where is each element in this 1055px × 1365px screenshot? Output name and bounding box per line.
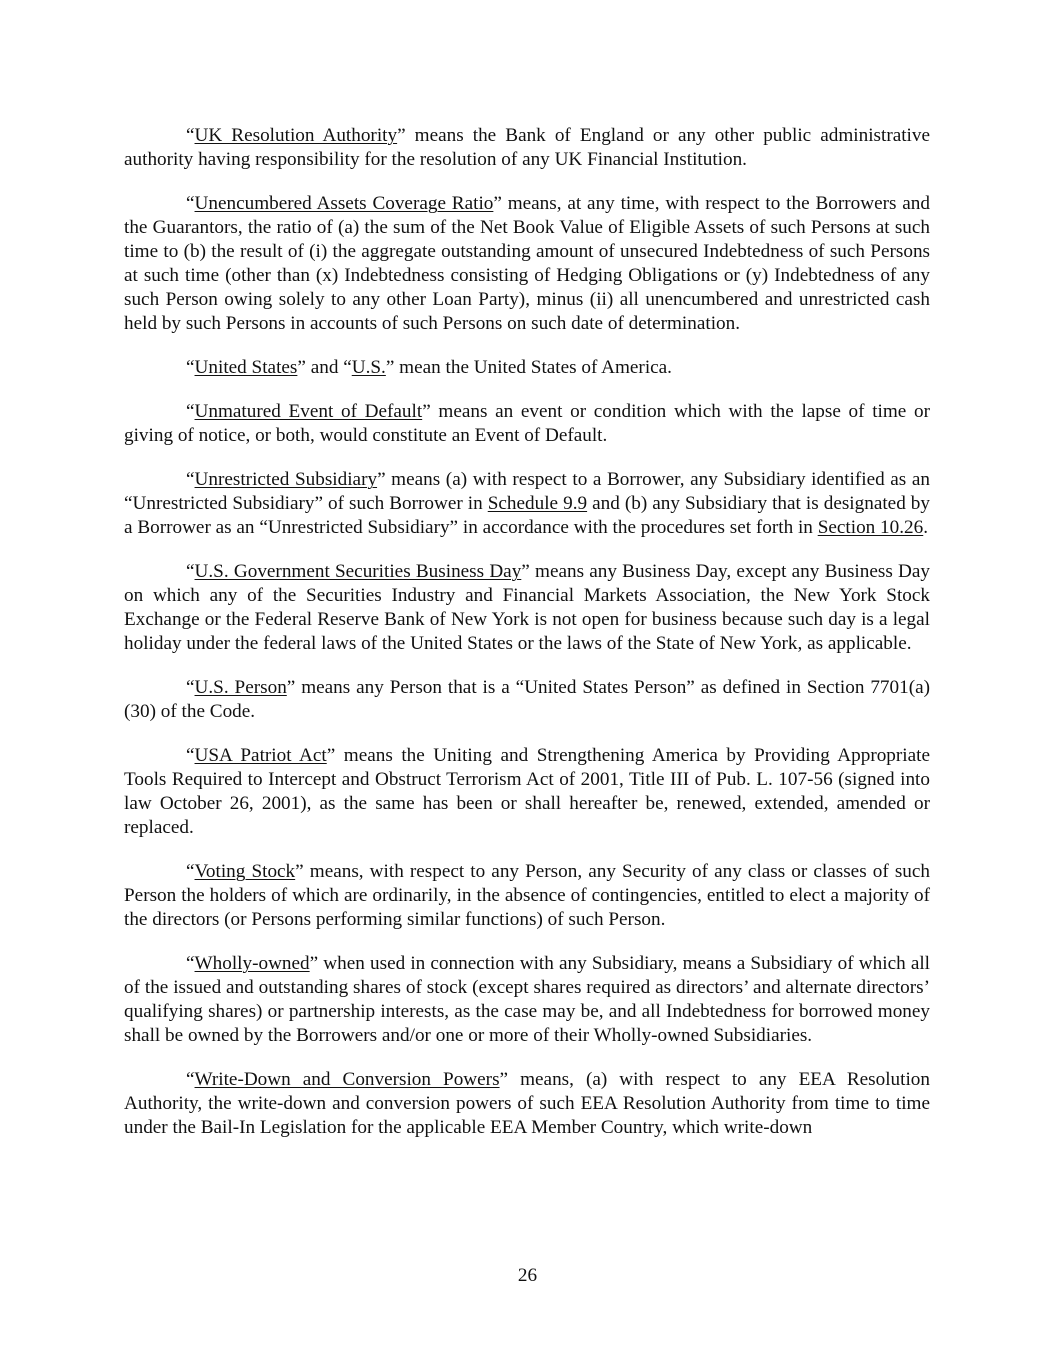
definition-connector: ” and “ xyxy=(297,357,352,378)
cross-reference: Schedule 9.9 xyxy=(487,493,588,514)
defined-term: U.S. xyxy=(351,357,386,378)
definition-text: ” means, with respect to any Person, any Security of any class or classes of such Person the holders of which are ordinarily, in the absence of contingencies, entitled to elect a majority of the directors (or Persons performing similar functions) of such Person. xyxy=(124,861,930,930)
definition-text: ” means any Business Day, except any Business Day on which any of the Securities Industry and Financial Markets Association, the New York Stock Exchange or the Federal Reserve Bank of New York is not open for business because such day is a legal holiday under the federal laws of the United States or the laws of the State of New York, as applicable. xyxy=(124,561,930,654)
definition-us-government-securities-business-day: “U.S. Government Securities Business Day” means any Business Day, except any Business Day on which any of the Securities Industry and Financial Markets Association, the New York Stock Exchange or the Federal Reserve Bank of New York is not open for business because such day is a legal holiday under the federal laws of the United States or the laws of the State of New York, as applicable. xyxy=(124,561,930,654)
document-page xyxy=(124,124,930,1160)
page-number: 26 xyxy=(517,1265,538,1286)
definition-wholly-owned: “Wholly-owned” when used in connection with any Subsidiary, means a Subsidiary of which all of the issued and outstanding shares of stock (except shares required as directors’ and alternate directors’ qualifying shares) or partnership interests, as the case may be, and all Indebtedness for borrowed money shall be owned by the Borrowers and/or one or more of their Wholly-owned Subsidiaries. xyxy=(124,953,930,1046)
definition-text: ” means the Uniting and Strengthening America by Providing Appropriate Tools Required to Intercept and Obstruct Terrorism Act of 2001, Title III of Pub. L. 107-56 (signed into law October 26, 2001), as the same has been or shall hereafter be, renewed, extended, amended or replaced. xyxy=(124,745,930,838)
definition-text: ” means an event or condition which with the lapse of time or giving of notice, or both, would constitute an Event of Default. xyxy=(124,401,930,446)
defined-term: Unmatured Event of Default xyxy=(194,401,423,422)
definition-unencumbered-assets-coverage-ratio: “Unencumbered Assets Coverage Ratio” means, at any time, with respect to the Borrowers and the Guarantors, the ratio of (a) the sum of the Net Book Value of Eligible Assets of such Persons at such time to (b) the result of (i) the aggregate outstanding amount of unsecured Indebtedness of such Persons at such time (other than (x) Indebtedness consisting of Hedging Obligations or (y) Indebtedness of any such Person owing solely to any other Loan Party), minus (ii) all unencumbered and unrestricted cash held by such Persons in accounts of such Persons on such date of determination. xyxy=(124,193,930,334)
defined-term: Write-Down and Conversion Powers xyxy=(194,1069,500,1090)
defined-term: Voting Stock xyxy=(194,861,296,882)
definition-text: ” means any Person that is a “United States Person” as defined in Section 7701(a)(30) of the Code. xyxy=(124,677,930,722)
defined-term: United States xyxy=(194,357,298,378)
definition-united-states: “United States” and “U.S.” mean the United States of America. xyxy=(186,357,672,378)
definition-text: ” means (a) with respect to a Borrower, any Subsidiary identified as an “Unrestricted Subsidiary” of such Borrower in xyxy=(124,469,930,514)
definition-text: ” when used in connection with any Subsidiary, means a Subsidiary of which all of the issued and outstanding shares of stock (except shares required as directors’ and alternate directors’ qualifying shares) or partnership interests, as the case may be, and all Indebtedness for borrowed money shall be owned by the Borrowers and/or one or more of their Wholly-owned Subsidiaries. xyxy=(124,953,930,1046)
cross-reference: Section 10.26 xyxy=(817,517,924,538)
defined-term: Wholly-owned xyxy=(194,953,310,974)
definition-uk-resolution-authority: “UK Resolution Authority” means the Bank of England or any other public administrative authority having responsibility for the resolution of any UK Financial Institution. xyxy=(124,125,930,170)
definition-write-down-and-conversion-powers: “Write-Down and Conversion Powers” means, (a) with respect to any EEA Resolution Authority, the write-down and conversion powers of such EEA Resolution Authority from time to time under the Bail-In Legislation for the applicable EEA Member Country, which write-down xyxy=(124,1069,930,1138)
definition-unrestricted-subsidiary: “Unrestricted Subsidiary” means (a) with respect to a Borrower, any Subsidiary identified as an “Unrestricted Subsidiary” of such Borrower in Schedule 9.9 and (b) any Subsidiary that is designated by a Borrower as an “Unrestricted Subsidiary” in accordance with the procedures set forth in Section 10.26. xyxy=(124,469,930,538)
definition-voting-stock: “Voting Stock” means, with respect to any Person, any Security of any class or classes of such Person the holders of which are ordinarily, in the absence of contingencies, entitled to elect a majority of the directors (or Persons performing similar functions) of such Person. xyxy=(124,861,930,930)
defined-term: U.S. Person xyxy=(194,677,287,698)
definition-text: ” means, (a) with respect to any EEA Resolution Authority, the write-down and conversion powers of such EEA Resolution Authority from time to time under the Bail-In Legislation for the applicable EEA Member Country, which write-down xyxy=(124,1069,930,1138)
definition-unmatured-event-of-default: “Unmatured Event of Default” means an event or condition which with the lapse of time or giving of notice, or both, would constitute an Event of Default. xyxy=(124,401,930,446)
defined-term: Unencumbered Assets Coverage Ratio xyxy=(194,193,494,214)
defined-term: USA Patriot Act xyxy=(194,745,327,766)
definition-text: ” means, at any time, with respect to the Borrowers and the Guarantors, the ratio of (a) the sum of the Net Book Value of Eligible Assets of such Persons at such time to (b) the result of (i) the aggregate outstanding amount of unsecured Indebtedness of such Persons at such time (other than (x) Indebtedness consisting of Hedging Obligations or (y) Indebtedness of any such Person owing solely to any other Loan Party), minus (ii) all unencumbered and unrestricted cash held by such Persons in accounts of such Persons on such date of determination. xyxy=(124,193,930,334)
definition-text: ” mean the United States of America. xyxy=(385,357,672,378)
defined-term: Unrestricted Subsidiary xyxy=(194,469,378,490)
definition-text: and (b) any Subsidiary that is designated by a Borrower as an “Unrestricted Subsidiary” in accordance with the procedures set forth in xyxy=(124,493,930,538)
definition-us-person: “U.S. Person” means any Person that is a “United States Person” as defined in Section 7701(a)(30) of the Code. xyxy=(124,677,930,722)
definition-text: ” means the Bank of England or any other public administrative authority having responsibility for the resolution of any UK Financial Institution. xyxy=(124,125,930,170)
defined-term: U.S. Government Securities Business Day xyxy=(194,561,522,582)
definition-usa-patriot-act: “USA Patriot Act” means the Uniting and Strengthening America by Providing Appropriate Tools Required to Intercept and Obstruct Terrorism Act of 2001, Title III of Pub. L. 107-56 (signed into law October 26, 2001), as the same has been or shall hereafter be, renewed, extended, amended or replaced. xyxy=(124,745,930,838)
defined-term: UK Resolution Authority xyxy=(194,125,398,146)
definition-text: . xyxy=(923,517,929,538)
